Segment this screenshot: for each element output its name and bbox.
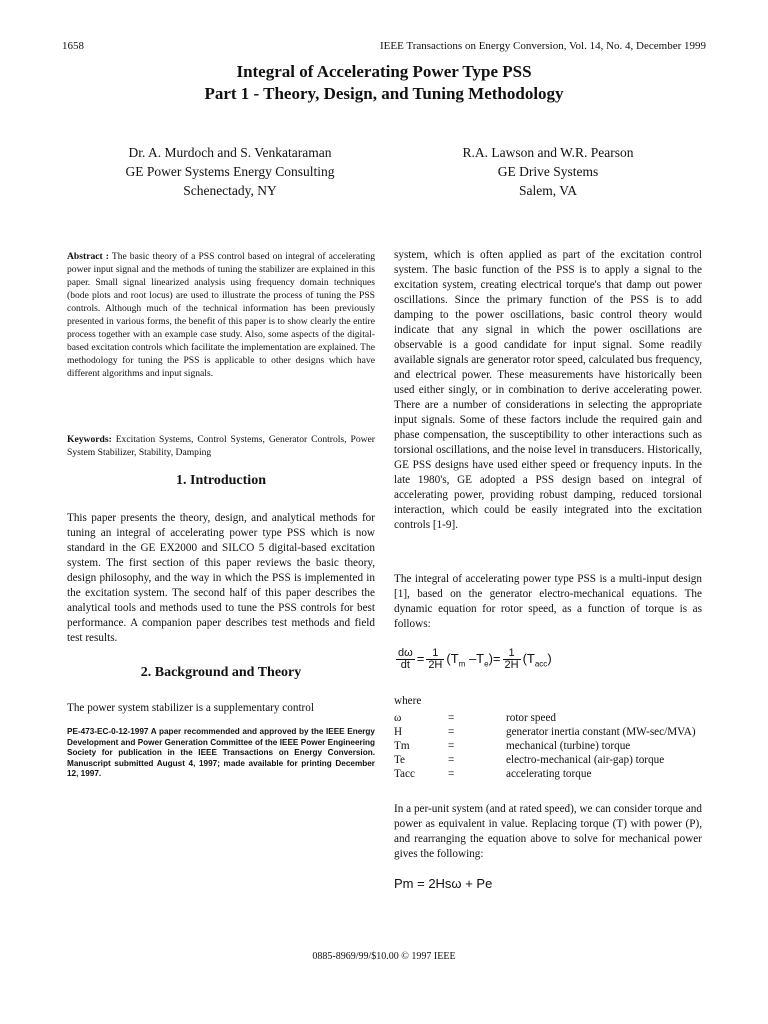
abstract-text: The basic theory of a PSS control based on integral of accelerating power input signal and the methods of tuning the stabilizer are explained in this paper. Small signal linearized analysis using frequency domain techniques (bode plots and root locus) are used to illustrate the process of tuning the PSS controls. Although much of the technical information has been previously presented in various forms, the benefit of this paper is to show clearly the entire process together with an example case study. Also, some aspects of the digital-based excitation controls which facilitate the implementation are explained. The methodology for tuning the PSS is applicable to other designs which have different algorithms and input signals. <box>67 251 376 379</box>
keywords-text: Excitation Systems, Control Systems, Generator Controls, Power System Stabilizer, Stability, Damping <box>67 434 375 458</box>
equals-sign: = <box>492 650 501 666</box>
definition-row <box>394 711 696 725</box>
abstract-label: Abstract : <box>67 251 109 262</box>
def-symbol: H <box>394 726 403 738</box>
frac-denominator: 2H <box>428 659 443 671</box>
title-line-1: Integral of Accelerating Power Type PSS <box>236 62 532 81</box>
def-equals: = <box>448 712 455 724</box>
paragraph-1: system, which is often applied as part of the excitation control system. The basic function of the PSS is to apply a signal to the excitation system, creating electrical torque's that damp out power oscillations. Since the primary function of the PSS is to add damping to the power oscillations, basic control theory would indicate that any signal in which the power oscillations are observable is a good candidate for input signal. Some readily available signals are generator rotor speed, calculated bus frequency, and electrical power. These measurements have historically been used either singly, or in combination to derive accelerating power. There are a number of considerations in selecting the appropriate input signals. Some of these factors include the required gain and phase compensation, the susceptibility to other interactions such as torsional oscillations, and the noise level in transducers. Historically, GE PSS designs have used either speed or frequency inputs. In the late 1980's, GE adopted a PSS design based on integral of accelerating power, providing robust damping, reduced torsional interaction, which could be easily integrated into the excitation controls [1-9]. <box>394 249 702 531</box>
author-names-left: Dr. A. Murdoch and S. Venkataraman <box>128 145 332 160</box>
def-meaning: mechanical (turbine) torque <box>506 740 631 752</box>
frac-numerator: 1 <box>503 648 521 660</box>
definitions-table <box>394 711 702 781</box>
def-meaning: generator inertia constant (MW-sec/MVA) <box>506 726 696 738</box>
def-equals: = <box>448 768 455 780</box>
equation-mechanical-power: Pm = 2Hsω + Pe <box>394 876 493 891</box>
equation-frac-dw-dt <box>396 648 415 671</box>
def-meaning: rotor speed <box>506 712 557 724</box>
paragraph-2: The integral of accelerating power type PSS is a multi-input design [1], based on the generator electro-mechanical equations. The dynamic equation for rotor speed, as a function of torque is as follows: <box>394 573 702 630</box>
eq-term: (T <box>446 650 459 666</box>
frac-denominator: dt <box>400 659 410 671</box>
equation-frac-1-2h <box>426 648 444 671</box>
definition-row <box>394 725 696 739</box>
equals-sign: = <box>416 650 425 666</box>
frac-denominator: 2H <box>504 659 519 671</box>
section-1-text: This paper presents the theory, design, and analytical methods for tuning an integral of accelerating power type PSS which is now standard in the GE EX2000 and SILCO 5 digital-based excitation system. The first section of this paper reviews the basic theory, design philosophy, and the way in which the PSS is implemented in the excitation system. The second half of this paper describes the analytical tools and methods used to tune the PSS controls for best performance. A companion paper describes test methods and field test results. <box>67 512 375 644</box>
equation-rotor-speed <box>394 648 702 672</box>
author-affiliation-left: GE Power Systems Energy Consulting <box>125 164 335 179</box>
author-affiliation-right: GE Drive Systems <box>497 164 599 179</box>
footnote: PE-473-EC-0-12-1997 A paper recommended and approved by the IEEE Energy Development and Power Generation Committee of the IEEE Power Engineering Society for publication in the IEEE Transactions on Energy Conversion. Manuscript submitted August 4, 1997; made available for printing December 12, 1997. <box>67 727 375 778</box>
def-meaning: electro-mechanical (air-gap) torque <box>506 754 665 766</box>
journal-header: IEEE Transactions on Energy Conversion, Vol. 14, No. 4, December 1999 <box>380 40 706 52</box>
section-2-heading: 2. Background and Theory <box>140 665 302 680</box>
def-meaning: accelerating torque <box>506 768 592 780</box>
keywords <box>67 433 375 459</box>
eq-term: (T <box>522 650 535 666</box>
section-1-heading: 1. Introduction <box>176 473 266 488</box>
def-symbol: Tacc <box>394 768 415 780</box>
eq-term: ) <box>547 650 552 666</box>
author-names-right: R.A. Lawson and W.R. Pearson <box>462 145 634 160</box>
def-symbol: Te <box>394 754 406 766</box>
def-equals: = <box>448 740 455 752</box>
abstract <box>67 250 375 380</box>
definition-row <box>394 767 696 781</box>
author-block-right <box>398 143 698 200</box>
title-line-2: Part 1 - Theory, Design, and Tuning Methodology <box>204 84 564 103</box>
def-symbol: Tm <box>394 740 410 752</box>
definition-row <box>394 739 696 753</box>
copyright-footer: 0885-8969/99/$10.00 © 1997 IEEE <box>312 951 456 962</box>
author-block-left <box>80 143 380 200</box>
frac-numerator: 1 <box>426 648 444 660</box>
author-location-right: Salem, VA <box>518 183 577 198</box>
definition-row <box>394 753 696 767</box>
def-symbol: ω <box>394 712 402 724</box>
def-equals: = <box>448 754 455 766</box>
eq-sub-m: m <box>458 659 466 669</box>
section-2-text: The power system stabilizer is a supplementary control <box>67 702 314 714</box>
frac-numerator: dω <box>398 647 413 659</box>
eq-term: ) <box>488 650 493 666</box>
page-number: 1658 <box>62 40 84 52</box>
where-label: where <box>394 695 422 707</box>
def-equals: = <box>448 726 455 738</box>
keywords-label: Keywords: <box>67 434 112 445</box>
eq-sub-acc: acc <box>534 659 548 669</box>
eq-term: –T <box>465 650 485 666</box>
author-location-left: Schenectady, NY <box>183 183 277 198</box>
equation-frac-1-2h-b <box>503 648 521 671</box>
eq-sub-e: e <box>484 659 489 669</box>
paragraph-3: In a per-unit system (and at rated speed), we can consider torque and power as equivalent in value. Replacing torque (T) with power (P), and rearranging the equation above to solve for mechanical power gives the following: <box>394 803 702 860</box>
